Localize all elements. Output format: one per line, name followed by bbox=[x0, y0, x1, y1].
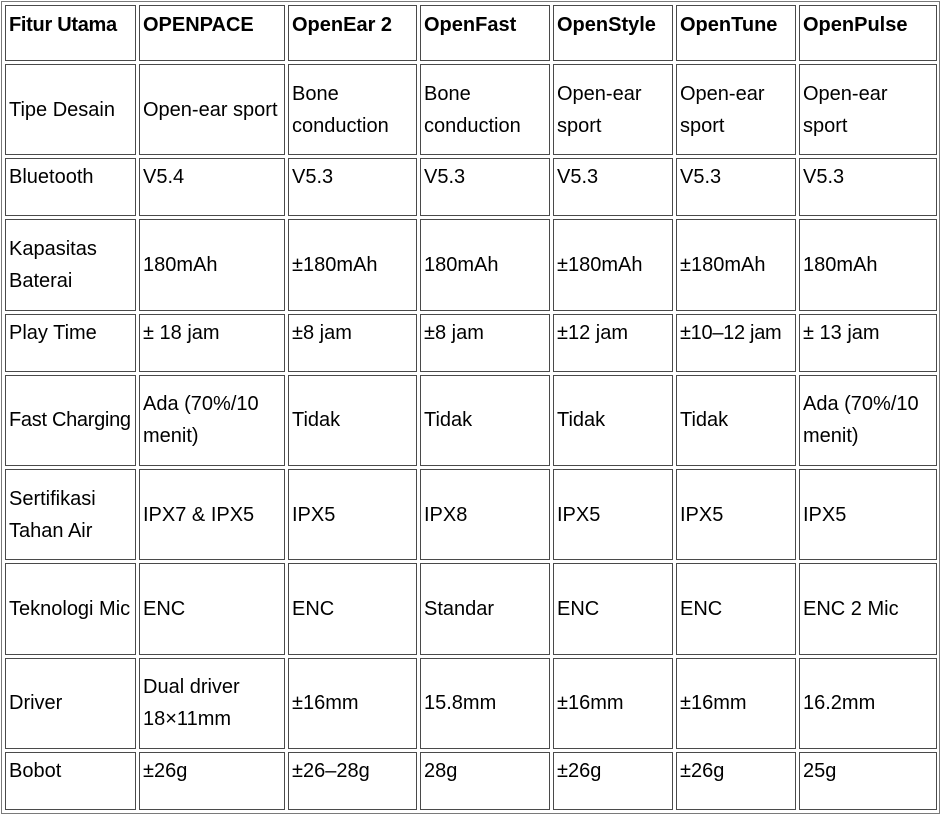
table-cell: Tidak bbox=[288, 375, 417, 466]
table-cell: ENC bbox=[553, 563, 673, 654]
table-row bbox=[5, 563, 937, 654]
header-openstyle: OpenStyle bbox=[553, 5, 673, 61]
row-label: Sertifikasi Tahan Air bbox=[5, 469, 136, 560]
row-label: Kapasitas Baterai bbox=[5, 219, 136, 310]
table-cell: Tidak bbox=[420, 375, 550, 466]
table-row bbox=[5, 158, 937, 216]
table-cell nowrap: ±10–12 jam bbox=[676, 314, 796, 372]
table-cell: ±16mm bbox=[676, 658, 796, 749]
header-openfast: OpenFast bbox=[420, 5, 550, 61]
table-cell: Open-ear sport bbox=[139, 64, 285, 155]
spec-table-frame bbox=[1, 1, 940, 814]
table-cell: ENC 2 Mic bbox=[799, 563, 937, 654]
header-opentune: OpenTune bbox=[676, 5, 796, 61]
table-cell: 15.8mm bbox=[420, 658, 550, 749]
table-row bbox=[5, 375, 937, 466]
table-cell: Ada (70%/10 menit) bbox=[139, 375, 285, 466]
table-cell: ±16mm bbox=[288, 658, 417, 749]
table-cell: Bone conduction bbox=[288, 64, 417, 155]
table-cell: ±26g bbox=[139, 752, 285, 810]
table-cell: ±8 jam bbox=[288, 314, 417, 372]
table-cell: Bone conduction bbox=[420, 64, 550, 155]
table-row bbox=[5, 752, 937, 810]
row-label: Teknologi Mic bbox=[5, 563, 136, 654]
table-cell: Dual driver 18×11mm bbox=[139, 658, 285, 749]
table-cell: IPX7 & IPX5 bbox=[139, 469, 285, 560]
table-cell: Open-ear sport bbox=[799, 64, 937, 155]
header-feature: Fitur Utama bbox=[5, 5, 136, 61]
table-cell: 180mAh bbox=[420, 219, 550, 310]
table-cell: Tidak bbox=[676, 375, 796, 466]
table-cell: ±12 jam bbox=[553, 314, 673, 372]
table-row bbox=[5, 658, 937, 749]
table-cell: ENC bbox=[139, 563, 285, 654]
row-label: Bluetooth bbox=[5, 158, 136, 216]
row-label: Tipe Desain bbox=[5, 64, 136, 155]
table-cell: V5.3 bbox=[288, 158, 417, 216]
row-label: Play Time bbox=[5, 314, 136, 372]
table-cell: ±26g bbox=[553, 752, 673, 810]
header-openpulse: OpenPulse bbox=[799, 5, 937, 61]
table-cell: V5.3 bbox=[799, 158, 937, 216]
row-label: Fast Charging bbox=[5, 375, 136, 466]
table-cell: ± 13 jam bbox=[799, 314, 937, 372]
table-cell: 28g bbox=[420, 752, 550, 810]
table-cell: ±26–28g bbox=[288, 752, 417, 810]
row-label: Bobot bbox=[5, 752, 136, 810]
table-cell: ±180mAh bbox=[676, 219, 796, 310]
header-openpace: OPENPACE bbox=[139, 5, 285, 61]
table-cell: ±26g bbox=[676, 752, 796, 810]
table-cell: ±180mAh bbox=[553, 219, 673, 310]
table-cell: 16.2mm bbox=[799, 658, 937, 749]
table-cell: Ada (70%/10 menit) bbox=[799, 375, 937, 466]
table-cell: IPX8 bbox=[420, 469, 550, 560]
table-cell: Standar bbox=[420, 563, 550, 654]
table-row bbox=[5, 219, 937, 310]
table-cell: ± 18 jam bbox=[139, 314, 285, 372]
table-cell: ENC bbox=[288, 563, 417, 654]
table-row bbox=[5, 314, 937, 372]
header-openear-2: OpenEar 2 bbox=[288, 5, 417, 61]
table-cell: 180mAh bbox=[139, 219, 285, 310]
row-label: Driver bbox=[5, 658, 136, 749]
table-cell: V5.3 bbox=[420, 158, 550, 216]
table-cell: 25g bbox=[799, 752, 937, 810]
table-row bbox=[5, 469, 937, 560]
table-cell: ±180mAh bbox=[288, 219, 417, 310]
table-cell: V5.4 bbox=[139, 158, 285, 216]
table-cell: IPX5 bbox=[799, 469, 937, 560]
table-cell: IPX5 bbox=[553, 469, 673, 560]
table-cell: 180mAh bbox=[799, 219, 937, 310]
table-cell: Open-ear sport bbox=[553, 64, 673, 155]
table-cell: V5.3 bbox=[553, 158, 673, 216]
table-cell: Open-ear sport bbox=[676, 64, 796, 155]
table-cell: V5.3 bbox=[676, 158, 796, 216]
comparison-table bbox=[2, 2, 940, 813]
table-cell: ENC bbox=[676, 563, 796, 654]
table-cell: IPX5 bbox=[288, 469, 417, 560]
header-row bbox=[5, 5, 937, 61]
table-cell: Tidak bbox=[553, 375, 673, 466]
table-row bbox=[5, 64, 937, 155]
table-cell: IPX5 bbox=[676, 469, 796, 560]
table-cell: ±8 jam bbox=[420, 314, 550, 372]
table-cell: ±16mm bbox=[553, 658, 673, 749]
